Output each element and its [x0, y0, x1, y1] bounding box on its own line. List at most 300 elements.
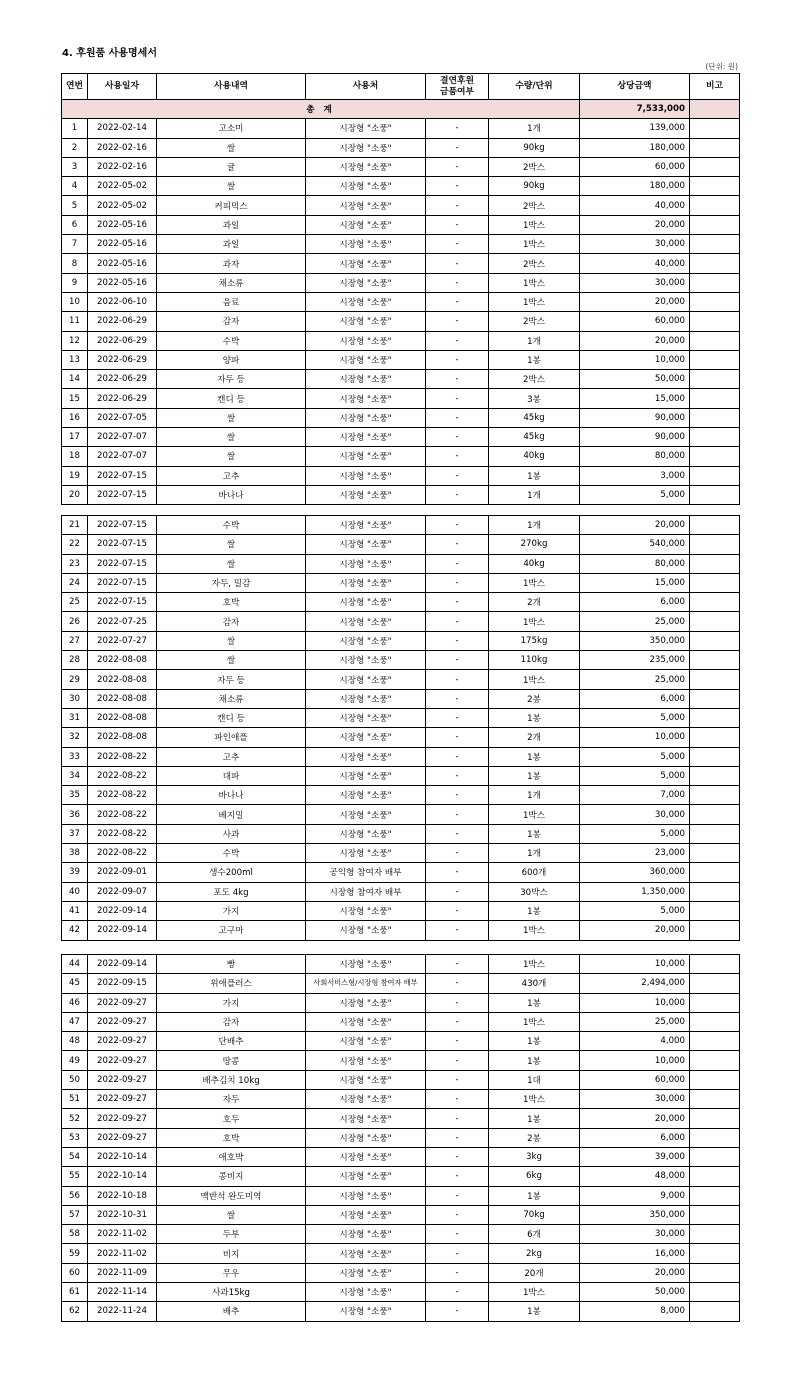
row-number: 31 — [62, 708, 88, 727]
equivalent-amount: 6,000 — [580, 1128, 690, 1147]
remarks — [690, 670, 740, 689]
row-number: 37 — [62, 824, 88, 843]
sponsorship-flag: - — [426, 350, 489, 369]
item-name: 단배추 — [157, 1032, 306, 1051]
recipient: 시장형 "소풍" — [306, 292, 426, 311]
equivalent-amount: 5,000 — [580, 824, 690, 843]
use-date: 2022-08-22 — [88, 747, 157, 766]
table-row — [62, 1302, 740, 1321]
sponsorship-flag: - — [426, 428, 489, 447]
table-row — [62, 1263, 740, 1282]
sponsorship-flag: - — [426, 689, 489, 708]
row-number: 54 — [62, 1147, 88, 1166]
quantity-unit: 1개 — [489, 119, 580, 138]
use-date: 2022-05-16 — [88, 273, 157, 292]
equivalent-amount: 30,000 — [580, 1090, 690, 1109]
remarks — [690, 1244, 740, 1263]
item-name: 빵 — [157, 955, 306, 974]
row-number: 19 — [62, 466, 88, 485]
sponsorship-flag: - — [426, 573, 489, 592]
sponsorship-flag: - — [426, 766, 489, 785]
table-row — [62, 747, 740, 766]
recipient: 시장형 "소풍" — [306, 786, 426, 805]
remarks — [690, 974, 740, 993]
quantity-unit: 2박스 — [489, 312, 580, 331]
quantity-unit: 1개 — [489, 485, 580, 504]
use-date: 2022-11-24 — [88, 1302, 157, 1321]
use-date: 2022-07-07 — [88, 447, 157, 466]
equivalent-amount: 7,000 — [580, 786, 690, 805]
use-date: 2022-09-14 — [88, 901, 157, 920]
quantity-unit: 1대 — [489, 1070, 580, 1089]
equivalent-amount: 50,000 — [580, 1283, 690, 1302]
row-number: 4 — [62, 177, 88, 196]
sponsorship-flag: - — [426, 747, 489, 766]
table-row — [62, 485, 740, 504]
remarks — [690, 1263, 740, 1282]
recipient: 공익형 참여자 배부 — [306, 863, 426, 882]
sponsorship-flag: - — [426, 1012, 489, 1031]
remarks — [690, 331, 740, 350]
remarks — [690, 689, 740, 708]
item-name: 쌀 — [157, 138, 306, 157]
remarks — [690, 273, 740, 292]
row-number: 61 — [62, 1283, 88, 1302]
equivalent-amount: 20,000 — [580, 921, 690, 940]
recipient: 시장형 "소풍" — [306, 350, 426, 369]
table-row — [62, 1167, 740, 1186]
quantity-unit: 2박스 — [489, 196, 580, 215]
item-name: 바나나 — [157, 786, 306, 805]
row-number: 42 — [62, 921, 88, 940]
table-row — [62, 235, 740, 254]
item-name: 배추 — [157, 1302, 306, 1321]
row-number: 44 — [62, 955, 88, 974]
quantity-unit: 1봉 — [489, 1032, 580, 1051]
recipient: 시장형 "소풍" — [306, 428, 426, 447]
row-number: 59 — [62, 1244, 88, 1263]
recipient: 시장형 "소풍" — [306, 593, 426, 612]
row-number: 58 — [62, 1225, 88, 1244]
remarks — [690, 921, 740, 940]
row-number: 33 — [62, 747, 88, 766]
remarks — [690, 119, 740, 138]
sponsorship-flag: - — [426, 786, 489, 805]
row-number: 30 — [62, 689, 88, 708]
equivalent-amount: 20,000 — [580, 1263, 690, 1282]
item-name: 쌀 — [157, 651, 306, 670]
recipient: 시장형 "소풍" — [306, 196, 426, 215]
remarks — [690, 466, 740, 485]
remarks — [690, 766, 740, 785]
recipient: 시장형 "소풍" — [306, 1225, 426, 1244]
remarks — [690, 882, 740, 901]
quantity-unit: 45kg — [489, 428, 580, 447]
table-row — [62, 708, 740, 727]
table-row — [62, 593, 740, 612]
table-row — [62, 1070, 740, 1089]
row-number: 21 — [62, 516, 88, 535]
sponsorship-flag: - — [426, 312, 489, 331]
recipient: 시장형 "소풍" — [306, 1205, 426, 1224]
quantity-unit: 2박스 — [489, 254, 580, 273]
use-date: 2022-07-15 — [88, 485, 157, 504]
equivalent-amount: 235,000 — [580, 651, 690, 670]
quantity-unit: 40kg — [489, 554, 580, 573]
sponsorship-flag: - — [426, 466, 489, 485]
recipient: 시장형 "소풍" — [306, 254, 426, 273]
remarks — [690, 728, 740, 747]
equivalent-amount: 2,494,000 — [580, 974, 690, 993]
use-date: 2022-08-22 — [88, 766, 157, 785]
item-name: 배추김치 10kg — [157, 1070, 306, 1089]
sponsorship-flag: - — [426, 1070, 489, 1089]
row-number: 57 — [62, 1205, 88, 1224]
table-row — [62, 350, 740, 369]
sponsorship-flag: - — [426, 955, 489, 974]
equivalent-amount: 9,000 — [580, 1186, 690, 1205]
item-name: 수박 — [157, 331, 306, 350]
use-date: 2022-08-08 — [88, 670, 157, 689]
recipient: 시장형 "소풍" — [306, 1186, 426, 1205]
recipient: 시장형 "소풍" — [306, 766, 426, 785]
table-row — [62, 766, 740, 785]
remarks — [690, 516, 740, 535]
remarks — [690, 138, 740, 157]
use-date: 2022-08-08 — [88, 651, 157, 670]
sponsorship-flag: - — [426, 177, 489, 196]
sponsorship-flag: - — [426, 1032, 489, 1051]
quantity-unit: 1봉 — [489, 993, 580, 1012]
table-row — [62, 670, 740, 689]
row-number: 36 — [62, 805, 88, 824]
quantity-unit: 1봉 — [489, 766, 580, 785]
recipient: 시장형 "소풍" — [306, 747, 426, 766]
item-name: 두부 — [157, 1225, 306, 1244]
item-name: 수박 — [157, 516, 306, 535]
quantity-unit: 270kg — [489, 535, 580, 554]
remarks — [690, 993, 740, 1012]
use-date: 2022-11-02 — [88, 1225, 157, 1244]
remarks — [690, 1012, 740, 1031]
header-cell: 사용일자 — [88, 74, 157, 100]
sponsorship-flag: - — [426, 1244, 489, 1263]
table-row — [62, 901, 740, 920]
table-row — [62, 408, 740, 427]
table-row — [62, 844, 740, 863]
use-date: 2022-07-15 — [88, 535, 157, 554]
usage-table-part-2 — [61, 515, 740, 941]
equivalent-amount: 350,000 — [580, 1205, 690, 1224]
remarks — [690, 863, 740, 882]
equivalent-amount: 139,000 — [580, 119, 690, 138]
row-number: 12 — [62, 331, 88, 350]
recipient: 시장형 "소풍" — [306, 651, 426, 670]
table-row — [62, 612, 740, 631]
table-row — [62, 921, 740, 940]
recipient: 시장형 "소풍" — [306, 535, 426, 554]
use-date: 2022-09-27 — [88, 1128, 157, 1147]
recipient: 시장형 "소풍" — [306, 1070, 426, 1089]
use-date: 2022-07-15 — [88, 573, 157, 592]
remarks — [690, 428, 740, 447]
use-date: 2022-07-15 — [88, 554, 157, 573]
quantity-unit: 90kg — [489, 177, 580, 196]
use-date: 2022-07-15 — [88, 466, 157, 485]
remarks — [690, 157, 740, 176]
item-name: 과자 — [157, 254, 306, 273]
row-number: 22 — [62, 535, 88, 554]
table-row — [62, 254, 740, 273]
row-number: 62 — [62, 1302, 88, 1321]
quantity-unit: 6개 — [489, 1225, 580, 1244]
equivalent-amount: 350,000 — [580, 631, 690, 650]
use-date: 2022-09-01 — [88, 863, 157, 882]
use-date: 2022-09-27 — [88, 1032, 157, 1051]
remarks — [690, 1147, 740, 1166]
table-row — [62, 1012, 740, 1031]
table-row — [62, 1283, 740, 1302]
table-row — [62, 516, 740, 535]
sponsorship-flag: - — [426, 844, 489, 863]
quantity-unit: 70kg — [489, 1205, 580, 1224]
use-date: 2022-10-18 — [88, 1186, 157, 1205]
recipient: 시장형 "소풍" — [306, 612, 426, 631]
row-number: 39 — [62, 863, 88, 882]
recipient: 시장형 "소풍" — [306, 273, 426, 292]
item-name: 자두 등 — [157, 370, 306, 389]
equivalent-amount: 30,000 — [580, 235, 690, 254]
recipient: 시장형 "소풍" — [306, 670, 426, 689]
table-row — [62, 1090, 740, 1109]
row-number: 50 — [62, 1070, 88, 1089]
quantity-unit: 1봉 — [489, 466, 580, 485]
equivalent-amount: 10,000 — [580, 955, 690, 974]
sponsorship-flag: - — [426, 863, 489, 882]
use-date: 2022-08-08 — [88, 708, 157, 727]
sponsorship-flag: - — [426, 138, 489, 157]
remarks — [690, 1205, 740, 1224]
row-number: 48 — [62, 1032, 88, 1051]
remarks — [690, 805, 740, 824]
remarks — [690, 631, 740, 650]
recipient: 시장형 "소풍" — [306, 370, 426, 389]
table-row — [62, 196, 740, 215]
row-number: 23 — [62, 554, 88, 573]
quantity-unit: 110kg — [489, 651, 580, 670]
sponsorship-flag: - — [426, 593, 489, 612]
quantity-unit: 1개 — [489, 844, 580, 863]
equivalent-amount: 15,000 — [580, 573, 690, 592]
remarks — [690, 370, 740, 389]
remarks — [690, 312, 740, 331]
recipient: 시장형 "소풍" — [306, 689, 426, 708]
item-name: 무우 — [157, 1263, 306, 1282]
quantity-unit: 175kg — [489, 631, 580, 650]
quantity-unit: 2kg — [489, 1244, 580, 1263]
total-amount: 7,533,000 — [580, 100, 690, 119]
quantity-unit: 40kg — [489, 447, 580, 466]
use-date: 2022-02-16 — [88, 138, 157, 157]
quantity-unit: 2봉 — [489, 689, 580, 708]
remarks — [690, 844, 740, 863]
equivalent-amount: 10,000 — [580, 993, 690, 1012]
table-row — [62, 1186, 740, 1205]
use-date: 2022-06-29 — [88, 370, 157, 389]
item-name: 비지 — [157, 1244, 306, 1263]
row-number: 40 — [62, 882, 88, 901]
recipient: 시장형 "소풍" — [306, 331, 426, 350]
sponsorship-flag: - — [426, 554, 489, 573]
row-number: 28 — [62, 651, 88, 670]
recipient: 시장형 "소풍" — [306, 177, 426, 196]
equivalent-amount: 90,000 — [580, 408, 690, 427]
use-date: 2022-10-14 — [88, 1167, 157, 1186]
quantity-unit: 1박스 — [489, 921, 580, 940]
sponsorship-flag: - — [426, 1283, 489, 1302]
row-number: 27 — [62, 631, 88, 650]
sponsorship-flag: - — [426, 651, 489, 670]
equivalent-amount: 540,000 — [580, 535, 690, 554]
sponsorship-flag: - — [426, 1051, 489, 1070]
sponsorship-flag: - — [426, 408, 489, 427]
row-number: 10 — [62, 292, 88, 311]
row-number: 15 — [62, 389, 88, 408]
recipient: 시장형 "소풍" — [306, 1032, 426, 1051]
item-name: 사과15kg — [157, 1283, 306, 1302]
use-date: 2022-07-07 — [88, 428, 157, 447]
item-name: 호박 — [157, 593, 306, 612]
recipient: 시장형 "소풍" — [306, 901, 426, 920]
quantity-unit: 1박스 — [489, 215, 580, 234]
recipient: 시장형 "소풍" — [306, 138, 426, 157]
row-number: 47 — [62, 1012, 88, 1031]
table-row — [62, 824, 740, 843]
use-date: 2022-09-27 — [88, 1012, 157, 1031]
use-date: 2022-09-07 — [88, 882, 157, 901]
equivalent-amount: 20,000 — [580, 331, 690, 350]
table-row — [62, 447, 740, 466]
item-name: 수박 — [157, 844, 306, 863]
item-name: 쌀 — [157, 631, 306, 650]
quantity-unit: 1개 — [489, 331, 580, 350]
equivalent-amount: 15,000 — [580, 389, 690, 408]
sponsorship-flag: - — [426, 273, 489, 292]
row-number: 11 — [62, 312, 88, 331]
row-number: 55 — [62, 1167, 88, 1186]
table-row — [62, 157, 740, 176]
sponsorship-flag: - — [426, 1205, 489, 1224]
quantity-unit: 3봉 — [489, 389, 580, 408]
quantity-unit: 1봉 — [489, 1051, 580, 1070]
row-number: 60 — [62, 1263, 88, 1282]
quantity-unit: 1박스 — [489, 573, 580, 592]
sponsorship-flag: - — [426, 612, 489, 631]
sponsorship-flag: - — [426, 670, 489, 689]
use-date: 2022-06-29 — [88, 350, 157, 369]
quantity-unit: 2박스 — [489, 157, 580, 176]
equivalent-amount: 4,000 — [580, 1032, 690, 1051]
remarks — [690, 215, 740, 234]
row-number: 49 — [62, 1051, 88, 1070]
quantity-unit: 1개 — [489, 516, 580, 535]
recipient: 시장형 "소풍" — [306, 447, 426, 466]
item-name: 자두 등 — [157, 670, 306, 689]
table-row — [62, 955, 740, 974]
equivalent-amount: 5,000 — [580, 901, 690, 920]
sponsorship-flag: - — [426, 921, 489, 940]
use-date: 2022-11-14 — [88, 1283, 157, 1302]
row-number: 24 — [62, 573, 88, 592]
recipient: 시장형 "소풍" — [306, 708, 426, 727]
quantity-unit: 2개 — [489, 593, 580, 612]
usage-table-part-3 — [61, 954, 740, 1322]
use-date: 2022-07-05 — [88, 408, 157, 427]
row-number: 14 — [62, 370, 88, 389]
header-cell: 결연후원 금품여부 — [426, 74, 489, 100]
table-row — [62, 651, 740, 670]
row-number: 25 — [62, 593, 88, 612]
remarks — [690, 824, 740, 843]
quantity-unit: 1박스 — [489, 292, 580, 311]
use-date: 2022-09-14 — [88, 955, 157, 974]
remarks — [690, 901, 740, 920]
sponsorship-flag: - — [426, 1263, 489, 1282]
row-number: 45 — [62, 974, 88, 993]
row-number: 16 — [62, 408, 88, 427]
sponsorship-flag: - — [426, 805, 489, 824]
recipient: 시장형 "소풍" — [306, 1012, 426, 1031]
equivalent-amount: 23,000 — [580, 844, 690, 863]
recipient: 시장형 "소풍" — [306, 631, 426, 650]
equivalent-amount: 40,000 — [580, 196, 690, 215]
row-number: 38 — [62, 844, 88, 863]
remarks — [690, 535, 740, 554]
item-name: 애호박 — [157, 1147, 306, 1166]
table-row — [62, 882, 740, 901]
recipient: 시장형 "소풍" — [306, 1167, 426, 1186]
equivalent-amount: 50,000 — [580, 370, 690, 389]
sponsorship-flag: - — [426, 824, 489, 843]
quantity-unit: 600개 — [489, 863, 580, 882]
row-number: 20 — [62, 485, 88, 504]
recipient: 시장형 "소풍" — [306, 955, 426, 974]
table-row — [62, 1109, 740, 1128]
remarks — [690, 177, 740, 196]
item-name: 쌀 — [157, 535, 306, 554]
table-row — [62, 689, 740, 708]
header-row — [62, 74, 740, 100]
remarks — [690, 1090, 740, 1109]
quantity-unit: 6kg — [489, 1167, 580, 1186]
item-name: 바나나 — [157, 485, 306, 504]
equivalent-amount: 8,000 — [580, 1302, 690, 1321]
sponsorship-flag: - — [426, 1147, 489, 1166]
quantity-unit: 1개 — [489, 786, 580, 805]
table-row — [62, 1147, 740, 1166]
remarks — [690, 408, 740, 427]
row-number: 32 — [62, 728, 88, 747]
item-name: 쌀 — [157, 554, 306, 573]
quantity-unit: 430개 — [489, 974, 580, 993]
table-row — [62, 863, 740, 882]
item-name: 과일 — [157, 215, 306, 234]
equivalent-amount: 30,000 — [580, 1225, 690, 1244]
sponsorship-flag: - — [426, 728, 489, 747]
table-row — [62, 728, 740, 747]
row-number: 13 — [62, 350, 88, 369]
row-number: 46 — [62, 993, 88, 1012]
